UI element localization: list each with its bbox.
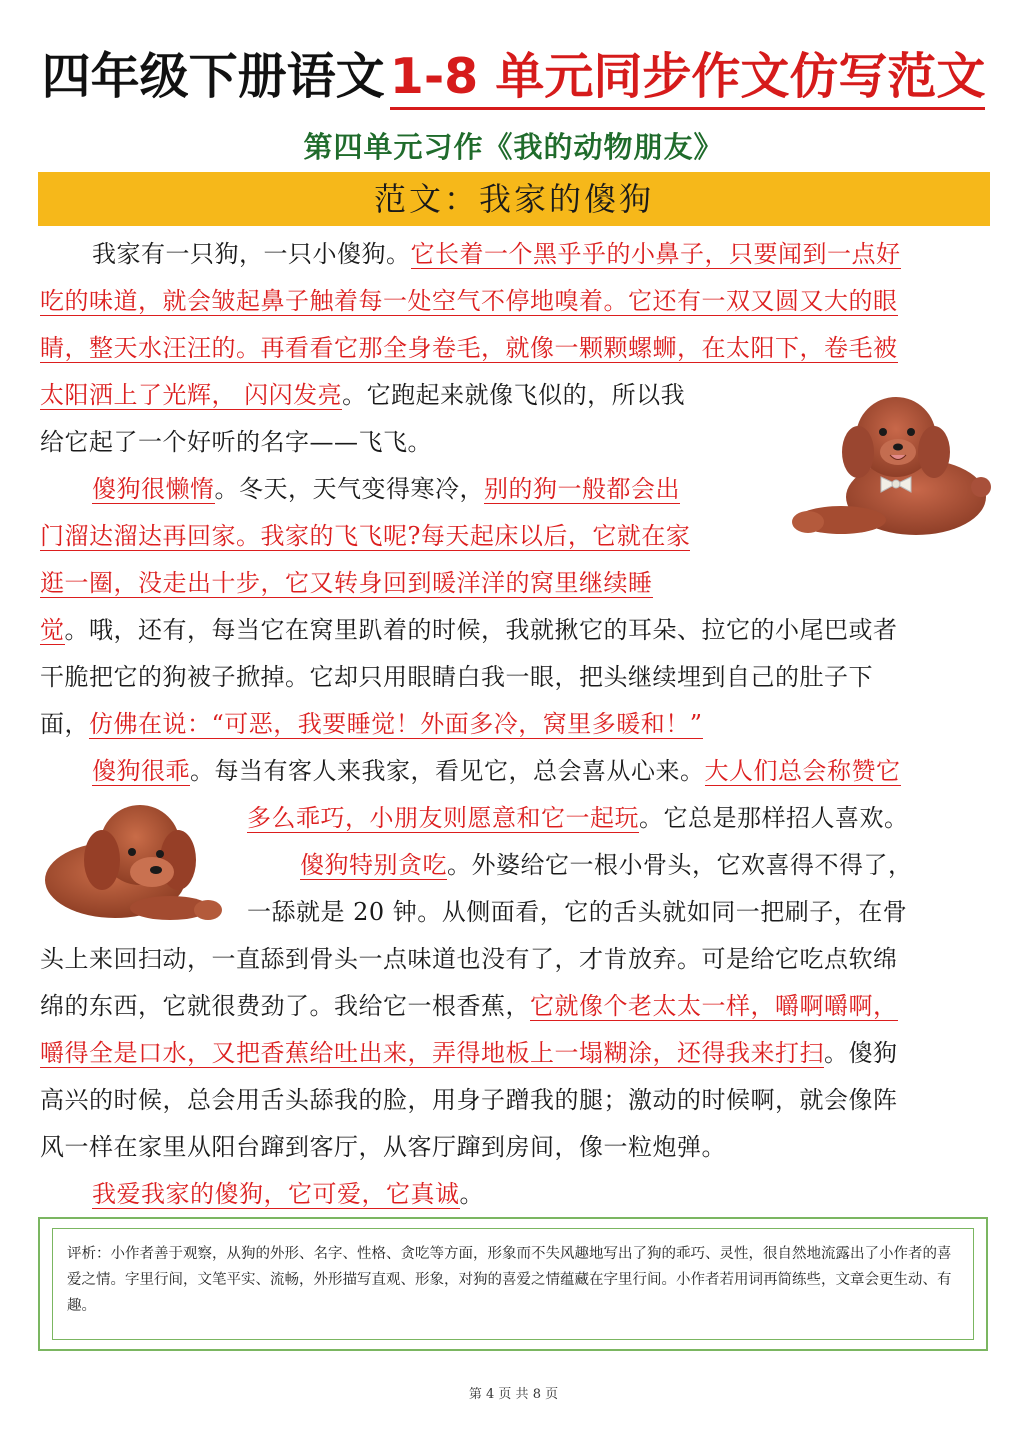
essay-line — [40, 607, 898, 654]
highlight-run: 我爱我家的傻狗，它可爱，它真诚 — [92, 1180, 460, 1208]
page-number: 第 4 页 共 8 页 — [468, 1387, 559, 1402]
highlight-run: 多么乖巧，小朋友则愿意和它一起玩 — [247, 804, 639, 832]
essay-line — [247, 795, 909, 842]
highlight-run: 睛，整天水汪汪的。再看看它那全身卷毛，就像一颗颗螺蛳，在太阳下，卷毛被 — [40, 334, 898, 362]
text-run: 。哦，还有，每当它在窝里趴着的时候，我就揪它的耳朵、拉它的小尾巴或者 — [64, 616, 898, 644]
text-run: 。外婆给它一根小骨头，它欢喜得不得了， — [447, 851, 913, 879]
essay-line — [40, 1124, 726, 1171]
text-run: 干脆把它的狗被子掀掉。它却只用眼睛白我一眼，把头继续埋到自己的肚子下 — [40, 663, 873, 691]
highlight-run: 大人们总会称赞它 — [704, 757, 901, 785]
text-run: 头上来回扫动，一直舔到骨头一点味道也没有了，才肯放弃。可是给它吃点软绵 — [40, 945, 898, 973]
page-title — [0, 38, 1027, 108]
text-run: 。它跑起来就像飞似的，所以我 — [342, 381, 686, 409]
highlight-run: 太阳洒上了光辉， 闪闪发亮 — [40, 381, 343, 409]
essay-line — [40, 560, 653, 607]
unit-subtitle: 第四单元习作《我的动物朋友》 — [303, 130, 724, 164]
analysis-text: 评析：小作者善于观察，从狗的外形、名字、性格、贪吃等方面，形象而不失风趣地写出了狗的乖巧、灵性，很自然地流露出了小作者的喜爱之情。字里行间，文笔平实、流畅，外形描写直观、形象，对狗的喜爱之情蕴藏在字里行间。小作者若用词再简练些，文章会更生动、有趣。 — [67, 1246, 952, 1314]
essay-line — [92, 231, 901, 278]
highlight-run: 觉 — [40, 616, 65, 644]
essay-line — [40, 372, 685, 419]
analysis-inner-border — [52, 1228, 974, 1340]
text-run: 。傻狗 — [824, 1039, 898, 1067]
text-run: 我家有一只狗，一只小傻狗。 — [92, 240, 411, 268]
puppy-lying-image — [40, 790, 240, 925]
essay-title: 范文：我家的傻狗 — [373, 180, 654, 218]
highlight-run: 它就像个老太太一样，嚼啊嚼啊， — [530, 992, 898, 1020]
essay-line — [40, 513, 690, 560]
essay-line — [40, 419, 432, 466]
essay-line — [40, 1030, 898, 1077]
text-run: 高兴的时候，总会用舌头舔我的脸，用身子蹭我的腿；激动的时候啊，就会像阵 — [40, 1086, 898, 1114]
essay-line — [40, 325, 898, 372]
text-run: 给它起了一个好听的名字——飞飞。 — [40, 428, 432, 456]
essay-line — [247, 889, 907, 936]
highlight-run: 嚼得全是口水，又把香蕉给吐出来，弄得地板上一塌糊涂，还得我来打扫 — [40, 1039, 824, 1067]
essay-title-banner — [38, 172, 990, 226]
highlight-run: 门溜达溜达再回家。我家的飞飞呢?每天起床以后，它就在家 — [40, 522, 691, 550]
analysis-box — [38, 1217, 988, 1351]
essay-line — [40, 701, 703, 748]
essay-line — [40, 1077, 898, 1124]
essay-line — [40, 278, 898, 325]
text-run: 面， — [40, 710, 89, 738]
highlight-run: 傻狗很懒惰 — [92, 475, 215, 503]
highlight-run: 逛一圈，没走出十步，它又转身回到暖洋洋的窝里继续睡 — [40, 569, 653, 597]
essay-line — [40, 936, 898, 983]
text-run: 。每当有客人来我家，看见它，总会喜从心来。 — [190, 757, 705, 785]
highlight-run: 仿佛在说：“可恶，我要睡觉！外面多冷，窝里多暖和！” — [89, 710, 703, 738]
title-series: 1-8 单元同步作文仿写范文 — [390, 48, 986, 110]
text-run: 绵的东西，它就很费劲了。我给它一根香蕉， — [40, 992, 530, 1020]
text-run: 风一样在家里从阳台蹿到客厅，从客厅蹿到房间，像一粒炮弹。 — [40, 1133, 726, 1161]
text-run: 。 — [459, 1180, 484, 1208]
text-run: 一舔就是 20 钟。从侧面看，它的舌头就如同一把刷子，在骨 — [247, 898, 908, 926]
text-run: 。它总是那样招人喜欢。 — [639, 804, 909, 832]
highlight-run: 它长着一个黑乎乎的小鼻子，只要闻到一点好 — [410, 240, 901, 268]
essay-line — [40, 654, 873, 701]
highlight-run: 傻狗特别贪吃 — [300, 851, 447, 879]
highlight-run: 别的狗一般都会出 — [484, 475, 680, 503]
text-run: 。冬天，天气变得寒冷， — [214, 475, 484, 503]
title-grade: 四年级下册语文 — [41, 48, 385, 105]
essay-line — [92, 1171, 484, 1218]
essay-line — [92, 466, 680, 513]
poodle-dog-image — [786, 392, 991, 552]
essay-line — [40, 983, 898, 1030]
essay-line — [92, 748, 901, 795]
highlight-run: 傻狗很乖 — [92, 757, 190, 785]
essay-line — [300, 842, 913, 889]
highlight-run: 吃的味道，就会皱起鼻子触着每一处空气不停地嗅着。它还有一双又圆又大的眼 — [40, 287, 898, 315]
